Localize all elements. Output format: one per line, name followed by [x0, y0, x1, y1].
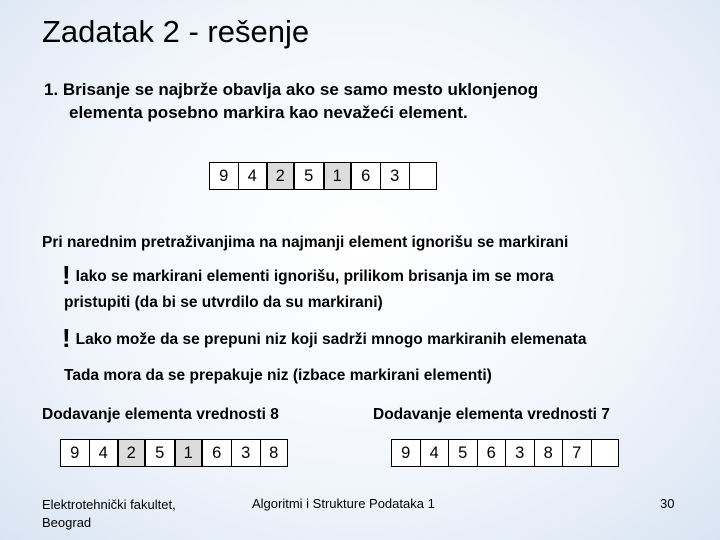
array-cell: [591, 439, 620, 467]
array-cell: 9: [209, 162, 238, 190]
bullet-1-line-2: pristupiti (da bi se utvrdilo da su markirani): [64, 294, 383, 311]
array-after-add-7: [391, 439, 619, 467]
array-cell: 7: [562, 439, 591, 467]
array-cell: 8: [534, 439, 563, 467]
footer-institution: [42, 496, 176, 532]
bullet-1: [62, 262, 554, 316]
array-cell: 3: [380, 162, 409, 190]
marked-array-cell: 2: [117, 439, 146, 467]
array-cell: 4: [238, 162, 267, 190]
footer-institution-line-1: Elektrotehnički fakultet,: [42, 497, 176, 512]
array-cell: 8: [260, 439, 289, 467]
exclamation-bullet-icon: !: [62, 260, 71, 290]
array-cell: 9: [391, 439, 420, 467]
array-cell: 6: [352, 162, 381, 190]
add-8-heading: Dodavanje elementa vrednosti 8: [42, 406, 279, 423]
page-number: 30: [660, 496, 675, 511]
bullet-2-text: Lako može da se prepuni niz koji sadrži mnogo markiranih elemenata: [75, 331, 587, 348]
array-cell: 5: [146, 439, 175, 467]
bullet-1-line-1: Iako se markirani elementi ignorišu, prilikom brisanja im se mora: [75, 268, 554, 285]
array-cell: 5: [448, 439, 477, 467]
repack-note: Tada mora da se prepakuje niz (izbace markirani elementi): [64, 367, 492, 384]
exclamation-bullet-icon: !: [62, 323, 71, 353]
array-cell: 5: [295, 162, 324, 190]
array-cell: 4: [89, 439, 118, 467]
main-array: [209, 162, 437, 190]
array-cell: 6: [477, 439, 506, 467]
array-cell: 3: [505, 439, 534, 467]
array-cell: 4: [420, 439, 449, 467]
add-7-heading: Dodavanje elementa vrednosti 7: [373, 406, 610, 423]
array-cell: [409, 162, 438, 190]
marked-array-cell: 1: [174, 439, 203, 467]
marked-array-cell: 2: [266, 162, 295, 190]
search-note: Pri narednim pretraživanjima na najmanji element ignorišu se markirani: [42, 234, 569, 251]
point-1-line-2: elementa posebno markira kao nevažeći element.: [69, 103, 468, 122]
array-cell: 3: [231, 439, 260, 467]
slide-title: Zadatak 2 - rešenje: [42, 14, 310, 49]
point-1-line-1: 1. Brisanje se najbrže obavlja ako se samo mesto uklonjenog: [44, 80, 539, 99]
marked-array-cell: 1: [323, 162, 352, 190]
bullet-2: [62, 323, 586, 354]
array-cell: 6: [203, 439, 232, 467]
array-after-add-8: [60, 439, 288, 467]
footer-course: Algoritmi i Strukture Podataka 1: [252, 496, 435, 511]
footer-institution-line-2: Beograd: [42, 515, 92, 530]
array-cell: 9: [60, 439, 89, 467]
point-1: [44, 78, 538, 124]
